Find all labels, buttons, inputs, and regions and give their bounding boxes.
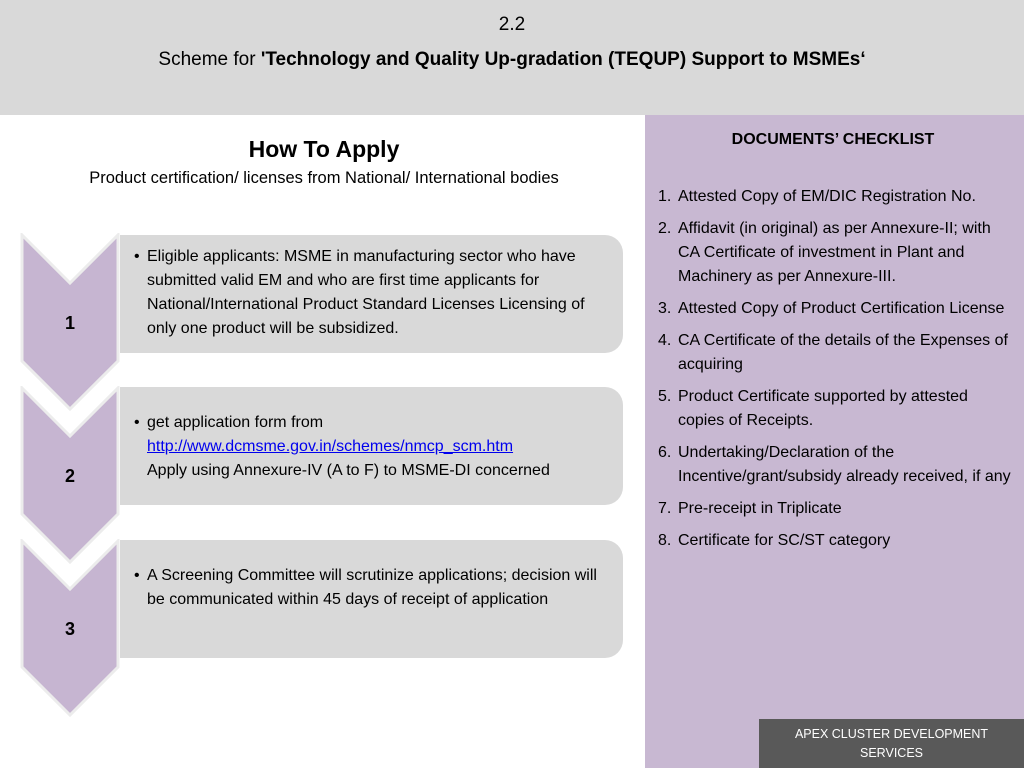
footer-badge: [759, 719, 1024, 768]
step-2-number: 2: [64, 466, 75, 486]
slide-title: [0, 49, 1024, 71]
checklist: [655, 185, 1015, 561]
step-3-box: [120, 540, 623, 658]
checklist-item: 8. Certificate for SC/ST category: [658, 532, 891, 549]
checklist-item: 1. Attested Copy of EM/DIC Registration No.: [658, 188, 976, 205]
checklist-item: 4. CA Certificate of the details of the Expenses of acquiring: [658, 332, 1008, 373]
bullet: •: [134, 567, 140, 584]
checklist-item: 3. Attested Copy of Product Certification License: [658, 300, 1005, 317]
step-3-number: 3: [64, 619, 75, 639]
step-1-text: Eligible applicants: MSME in manufacturing sector who have submitted valid EM and who are first time applicants for National/International Product Standard Licenses Licensing of only one product will be subsidized.: [147, 248, 585, 337]
how-to-apply-subtitle: Product certification/ licenses from National/ International bodies: [89, 169, 559, 187]
slide-number: 2.2: [498, 14, 526, 35]
checklist-title: DOCUMENTS’ CHECKLIST: [731, 131, 935, 148]
step-1-number: 1: [64, 313, 75, 333]
step-2-text: [147, 411, 613, 483]
slide-header: [0, 0, 1024, 115]
checklist-item: 2. Affidavit (in original) as per Annexure-II; with CA Certificate of investment in Plant and Machinery as per Annexure-III.: [658, 220, 991, 285]
step-2-text-after: Apply using Annexure-IV (A to F) to MSME-DI concerned: [147, 462, 550, 479]
checklist-item: 7. Pre-receipt in Triplicate: [658, 500, 842, 517]
checklist-item: 5. Product Certificate supported by attested copies of Receipts.: [658, 388, 968, 429]
title-bold: 'Technology and Quality Up-gradation (TEQUP) Support to MSMEs‘: [260, 49, 866, 70]
bullet: •: [134, 248, 140, 265]
step-2-text-before: get application form from: [147, 414, 324, 431]
how-to-apply-title: How To Apply: [248, 136, 400, 162]
step-2-box: [120, 387, 623, 505]
step-1-box: [120, 235, 623, 353]
step-3-text: A Screening Committee will scrutinize applications; decision will be communicated within 45 days of receipt of application: [147, 567, 597, 608]
documents-checklist-panel: [645, 115, 1024, 768]
footer-line-2: SERVICES: [860, 746, 923, 760]
title-prefix: Scheme for: [158, 49, 261, 70]
nmcp-scheme-link[interactable]: http://www.dcmsme.gov.in/schemes/nmcp_scm.htm: [147, 438, 514, 455]
checklist-item: 6. Undertaking/Declaration of the Incentive/grant/subsidy already received, if any: [658, 444, 1011, 485]
footer-line-1: APEX CLUSTER DEVELOPMENT: [794, 727, 989, 741]
bullet: •: [134, 414, 140, 431]
